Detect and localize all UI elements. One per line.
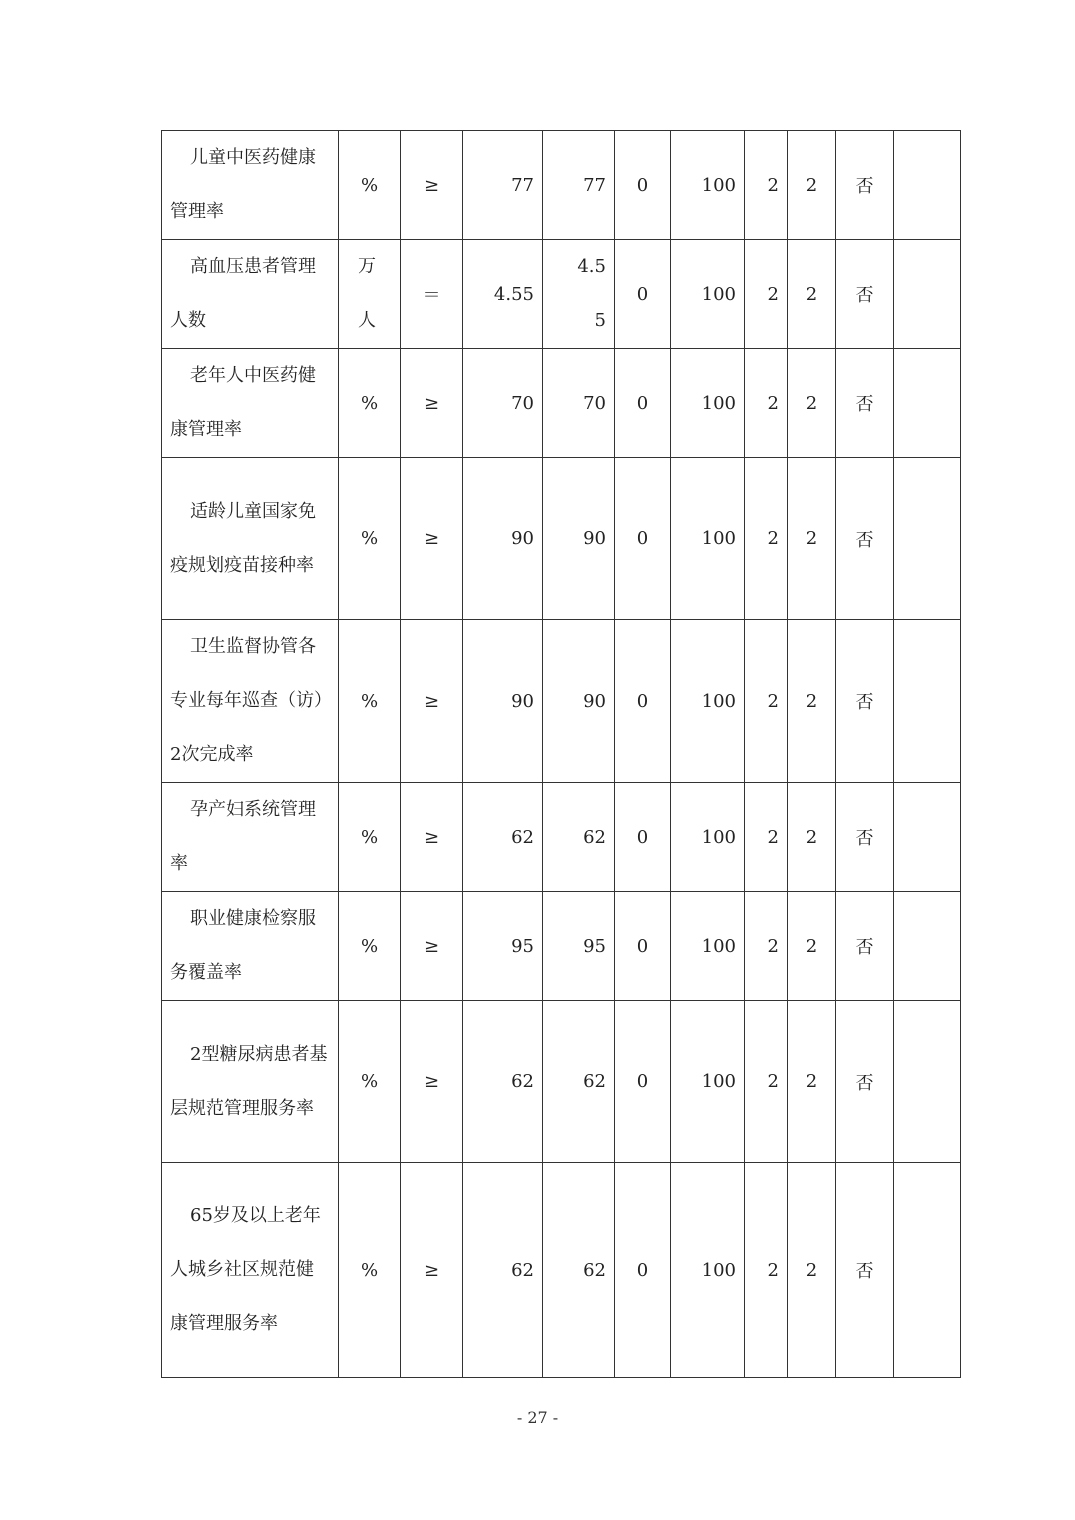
unit-cell: % [339, 349, 401, 458]
indicator-name: 2型糖尿病患者基层规范管理服务率 [170, 1043, 328, 1119]
indicator-name: 儿童中医药健康管理率 [170, 147, 316, 222]
flag-cell: 否 [836, 349, 894, 458]
indicator-name-cell [162, 131, 339, 240]
completion-rate-cell: 100 [671, 1001, 745, 1163]
table-row [162, 620, 961, 783]
table-row [162, 349, 961, 458]
indicator-name: 65岁及以上老年人城乡社区规范健康管理服务率 [170, 1205, 321, 1334]
table-row [162, 131, 961, 240]
completion-rate-cell: 100 [671, 349, 745, 458]
indicator-name-cell [162, 240, 339, 349]
actual-value-cell: 62 [543, 1163, 615, 1378]
deviation-cell: 0 [615, 620, 671, 783]
actual-value-text: 4.55 [577, 256, 606, 331]
indicator-name: 职业健康检察服务覆盖率 [170, 908, 316, 983]
remark-cell [894, 1163, 961, 1378]
indicator-name-cell [162, 1001, 339, 1163]
weight-cell: 2 [745, 458, 788, 620]
unit-cell: % [339, 783, 401, 892]
indicator-name-cell [162, 349, 339, 458]
page-number: - 27 - [516, 1408, 559, 1427]
indicator-name-cell [162, 1163, 339, 1378]
completion-rate-cell: 100 [671, 1163, 745, 1378]
indicator-name: 适龄儿童国家免疫规划疫苗接种率 [170, 500, 316, 576]
deviation-cell: 0 [615, 1163, 671, 1378]
flag-cell: 否 [836, 131, 894, 240]
target-value-cell: 62 [463, 1163, 543, 1378]
flag-cell: 否 [836, 1163, 894, 1378]
remark-cell [894, 892, 961, 1001]
operator-cell: ≥ [401, 458, 463, 620]
actual-value-cell [543, 240, 615, 349]
actual-value-cell: 90 [543, 458, 615, 620]
target-value-cell: 90 [463, 458, 543, 620]
indicator-name: 老年人中医药健康管理率 [170, 365, 316, 440]
indicator-name-cell [162, 458, 339, 620]
operator-cell: ≥ [401, 783, 463, 892]
remark-cell [894, 1001, 961, 1163]
indicator-name-cell [162, 892, 339, 1001]
unit-cell: % [339, 458, 401, 620]
completion-rate-cell: 100 [671, 458, 745, 620]
indicator-name: 孕产妇系统管理率 [170, 799, 316, 874]
unit-cell: % [339, 1001, 401, 1163]
score-cell: 2 [788, 892, 836, 1001]
target-value-cell: 70 [463, 349, 543, 458]
completion-rate-cell: 100 [671, 131, 745, 240]
deviation-cell: 0 [615, 349, 671, 458]
unit-cell: % [339, 892, 401, 1001]
completion-rate-cell: 100 [671, 783, 745, 892]
deviation-cell: 0 [615, 131, 671, 240]
operator-cell: ≥ [401, 892, 463, 1001]
indicator-name-cell [162, 620, 339, 783]
actual-value-cell: 77 [543, 131, 615, 240]
weight-cell: 2 [745, 892, 788, 1001]
flag-cell: 否 [836, 458, 894, 620]
operator-cell: ≥ [401, 620, 463, 783]
deviation-cell: 0 [615, 458, 671, 620]
table-row [162, 892, 961, 1001]
score-cell: 2 [788, 1001, 836, 1163]
operator-cell: ≥ [401, 131, 463, 240]
target-value-cell: 62 [463, 783, 543, 892]
flag-cell: 否 [836, 1001, 894, 1163]
unit-cell [339, 240, 401, 349]
score-cell: 2 [788, 1163, 836, 1378]
indicator-name-cell [162, 783, 339, 892]
completion-rate-cell: 100 [671, 620, 745, 783]
remark-cell [894, 783, 961, 892]
table-row [162, 240, 961, 349]
table-row [162, 458, 961, 620]
remark-cell [894, 131, 961, 240]
deviation-cell: 0 [615, 892, 671, 1001]
score-cell: 2 [788, 620, 836, 783]
operator-cell: ≥ [401, 1163, 463, 1378]
actual-value-cell: 62 [543, 1001, 615, 1163]
score-cell: 2 [788, 240, 836, 349]
deviation-cell: 0 [615, 240, 671, 349]
unit-cell: % [339, 131, 401, 240]
score-cell: 2 [788, 783, 836, 892]
flag-cell: 否 [836, 783, 894, 892]
weight-cell: 2 [745, 1001, 788, 1163]
weight-cell: 2 [745, 620, 788, 783]
weight-cell: 2 [745, 349, 788, 458]
unit-cell: % [339, 1163, 401, 1378]
operator-cell: ≥ [401, 1001, 463, 1163]
actual-value-cell: 62 [543, 783, 615, 892]
deviation-cell: 0 [615, 1001, 671, 1163]
weight-cell: 2 [745, 131, 788, 240]
weight-cell: 2 [745, 783, 788, 892]
actual-value-cell: 70 [543, 349, 615, 458]
target-value-cell: 95 [463, 892, 543, 1001]
flag-cell: 否 [836, 892, 894, 1001]
indicator-name: 卫生监督协管各专业每年巡查（访）2次完成率 [170, 636, 323, 765]
completion-rate-cell: 100 [671, 240, 745, 349]
unit-cell: % [339, 620, 401, 783]
flag-cell: 否 [836, 240, 894, 349]
table-row [162, 783, 961, 892]
completion-rate-cell: 100 [671, 892, 745, 1001]
table-row [162, 1001, 961, 1163]
remark-cell [894, 620, 961, 783]
actual-value-cell: 95 [543, 892, 615, 1001]
remark-cell [894, 349, 961, 458]
flag-cell: 否 [836, 620, 894, 783]
weight-cell: 2 [745, 240, 788, 349]
remark-cell [894, 240, 961, 349]
weight-cell: 2 [745, 1163, 788, 1378]
target-value-cell: 77 [463, 131, 543, 240]
indicator-name: 高血压患者管理人数 [170, 256, 316, 331]
score-cell: 2 [788, 131, 836, 240]
remark-cell [894, 458, 961, 620]
indicator-table [161, 130, 961, 1378]
target-value-cell: 4.55 [463, 240, 543, 349]
score-cell: 2 [788, 349, 836, 458]
table-row [162, 1163, 961, 1378]
operator-cell: ＝ [401, 240, 463, 349]
target-value-cell: 90 [463, 620, 543, 783]
target-value-cell: 62 [463, 1001, 543, 1163]
actual-value-cell: 90 [543, 620, 615, 783]
unit-text: 万人 [358, 256, 376, 331]
deviation-cell: 0 [615, 783, 671, 892]
score-cell: 2 [788, 458, 836, 620]
operator-cell: ≥ [401, 349, 463, 458]
